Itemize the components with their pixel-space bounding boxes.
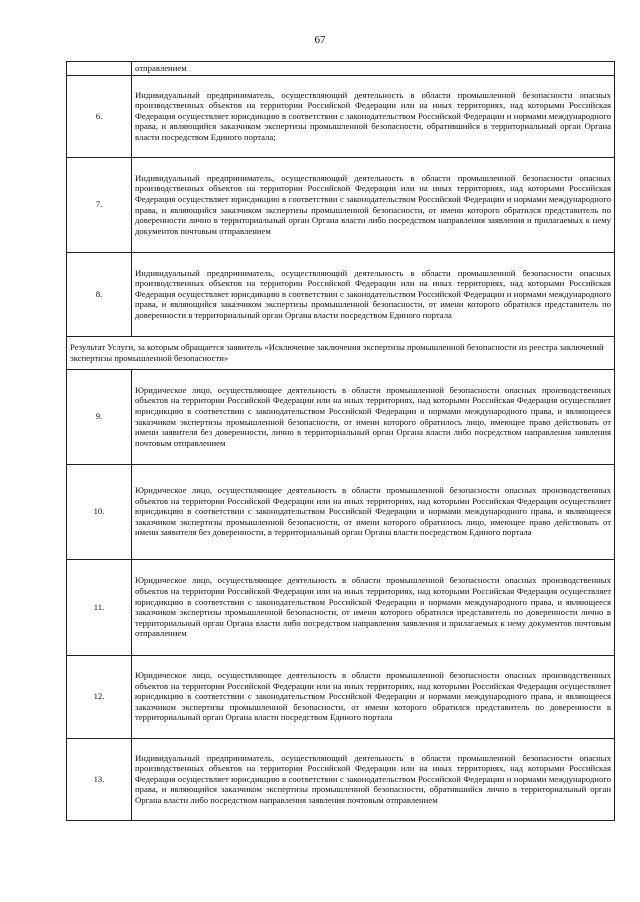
section-heading-row [67,336,615,369]
table-row [67,157,615,252]
table-row [67,464,615,559]
table-row [67,738,615,820]
section-heading: Результат Услуги, за которым обращается заявитель «Исключение заключения экспертизы промышленной безопасности из реестра заключений экспертизы промышленной безопасности» [67,336,615,369]
table-row [67,655,615,738]
row-number: 13. [67,738,132,820]
row-number: 11. [67,559,132,655]
row-number: 7. [67,157,132,252]
row-number: 9. [67,369,132,464]
row-text: Индивидуальный предприниматель, осуществляющий деятельность в области промышленной безопасности опасных производственных объектов на территории Российской Федерации или на иных территориях, над которыми Российская Федерация осуществляет юрисдикцию в соответствии с законодательством Российской Федерации и нормами международного права, и являющийся заказчиком экспертизы промышленной безопасности, обратившийся в территориальный орган Органа власти посредством Единого портала; [132,75,615,157]
table-row [67,252,615,336]
row-number [67,62,132,76]
row-number: 8. [67,252,132,336]
table-row [67,559,615,655]
applicant-variants-table [66,61,615,821]
row-text: Индивидуальный предприниматель, осуществляющий деятельность в области промышленной безопасности опасных производственных объектов на территории Российской Федерации или на иных территориях, над которыми Российская Федерация осуществляет юрисдикцию в соответствии с законодательством Российской Федерации и нормами международного права, и являющийся заказчиком экспертизы промышленной безопасности, обратившийся лично в территориальный орган Органа власти либо посредством направления заявления почтовым отправлением [132,738,615,820]
row-text: Юридическое лицо, осуществляющее деятельность в области промышленной безопасности опасных производственных объектов на территории Российской Федерации или на иных территориях, над которыми Российская Федерация осуществляет юрисдикцию в соответствии с законодательством Российской Федерации и нормами международного права, и являющееся заказчиком экспертизы промышленной безопасности, от имени которого обратилось лицо, имеющее право действовать от имени заявителя без доверенности, в территориальный орган Органа власти посредством Единого портала [132,464,615,559]
row-text: Юридическое лицо, осуществляющее деятельность в области промышленной безопасности опасных производственных объектов на территории Российской Федерации или на иных территориях, над которыми Российская Федерация осуществляет юрисдикцию в соответствии с законодательством Российской Федерации и нормами международного права, и являющееся заказчиком экспертизы промышленной безопасности, от имени которого обратился представитель по доверенности в территориальный орган Органа власти посредством Единого портала [132,655,615,738]
table-row [67,75,615,157]
table-row [67,62,615,76]
row-number: 10. [67,464,132,559]
row-text: Юридическое лицо, осуществляющее деятельность в области промышленной безопасности опасных производственных объектов на территории Российской Федерации или на иных территориях, над которыми Российская Федерация осуществляет юрисдикцию в соответствии с законодательством Российской Федерации и нормами международного права, и являющееся заказчиком экспертизы промышленной безопасности, от имени которого обратилось лицо, имеющее право действовать от имени заявителя без доверенности, лично в территориальный орган Органа власти либо посредством направления заявления почтовым отправлением [132,369,615,464]
row-number: 12. [67,655,132,738]
row-text: Индивидуальный предприниматель, осуществляющий деятельность в области промышленной безопасности опасных производственных объектов на территории Российской Федерации или на иных территориях, над которыми Российская Федерация осуществляет юрисдикцию в соответствии с законодательством Российской Федерации и нормами международного права, и являющийся заказчиком экспертизы промышленной безопасности, от имени которого обратился представитель по доверенности лично в территориальный орган Органа власти либо посредством направления заявления и прилагаемых к нему документов почтовым отправлением [132,157,615,252]
row-text: Индивидуальный предприниматель, осуществляющий деятельность в области промышленной безопасности опасных производственных объектов на территории Российской Федерации или на иных территориях, над которыми Российская Федерация осуществляет юрисдикцию в соответствии с законодательством Российской Федерации и нормами международного права, и являющийся заказчиком экспертизы промышленной безопасности, от имени которого обратился представитель по доверенности в территориальный орган Органа власти посредством Единого портала [132,252,615,336]
page-number: 67 [314,34,326,46]
row-text: Юридическое лицо, осуществляющее деятельность в области промышленной безопасности опасных производственных объектов на территории Российской Федерации или на иных территориях, над которыми Российская Федерация осуществляет юрисдикцию в соответствии с законодательством Российской Федерации и нормами международного права, и являющееся заказчиком экспертизы промышленной безопасности, от имени которого обратился представитель по доверенности лично в территориальный орган Органа власти либо посредством направления заявления и прилагаемых к нему документов почтовым отправлением [132,559,615,655]
table-row [67,369,615,464]
row-number: 6. [67,75,132,157]
row-text: отправлением [132,62,615,76]
